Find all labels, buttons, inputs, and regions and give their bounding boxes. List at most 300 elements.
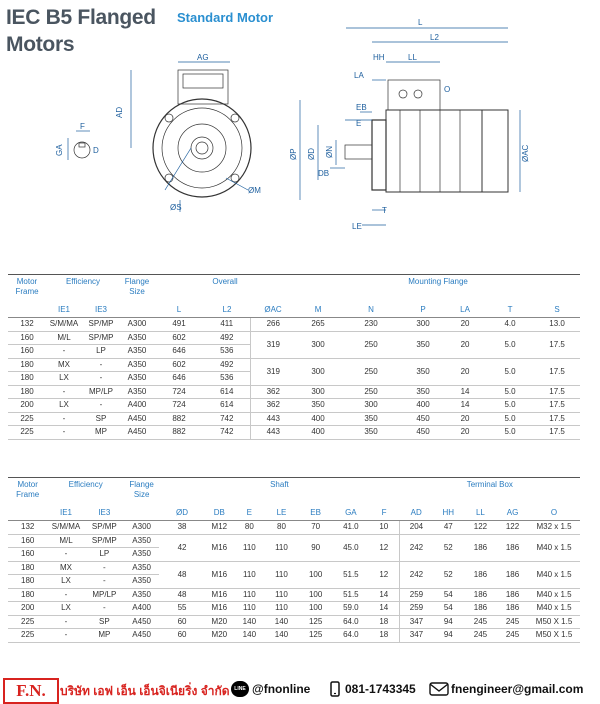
col-group-terminal-box: Terminal Box xyxy=(466,480,513,489)
table-cell: 350 xyxy=(402,385,444,399)
table-cell: 225 xyxy=(8,412,46,426)
table-cell: 443 xyxy=(250,426,296,440)
table-cell: 110 xyxy=(234,534,265,561)
table-cell: 20 xyxy=(444,358,486,385)
email-address[interactable]: fnengineer@gmail.com xyxy=(451,682,584,696)
table-cell: 14 xyxy=(444,385,486,399)
table-cell: 14 xyxy=(368,588,399,602)
table-cell: 17.5 xyxy=(534,412,580,426)
shaft-terminal-table xyxy=(8,477,580,643)
title-line-1: IEC B5 Flanged xyxy=(6,6,156,29)
table-cell: 245 xyxy=(464,629,497,643)
label-d: D xyxy=(93,146,99,155)
table-cell: 17.5 xyxy=(534,331,580,358)
table-cell: 300 xyxy=(402,318,444,332)
table-cell: 265 xyxy=(296,318,340,332)
table-cell: 5.0 xyxy=(486,412,534,426)
label-o: O xyxy=(444,85,451,94)
label-le: LE xyxy=(352,222,362,231)
table-cell: 42 xyxy=(159,534,205,561)
table-cell: 266 xyxy=(250,318,296,332)
table-cell: 180 xyxy=(8,575,47,589)
table-cell: - xyxy=(82,358,120,372)
table-cell: A300 xyxy=(124,521,159,535)
table-cell: 110 xyxy=(265,602,298,616)
table-cell: S/M/MA xyxy=(47,521,84,535)
col-group-flange-size: Flange Size xyxy=(124,277,150,296)
table-cell: 80 xyxy=(265,521,298,535)
table-cell: 60 xyxy=(159,629,205,643)
table-cell: 724 xyxy=(154,385,204,399)
table-cell: - xyxy=(85,602,124,616)
col-group-mounting-flange: Mounting Flange xyxy=(408,277,468,286)
table-cell: 14 xyxy=(368,602,399,616)
table-cell: 132 xyxy=(8,521,47,535)
table-cell: 55 xyxy=(159,602,205,616)
table-cell: 125 xyxy=(298,615,333,629)
col-ac: ØAC xyxy=(250,303,296,318)
table-cell: 180 xyxy=(8,358,46,372)
col-p: P xyxy=(402,303,444,318)
table-cell: 5.0 xyxy=(486,331,534,358)
table-row xyxy=(8,318,580,332)
table-cell: LX xyxy=(47,602,84,616)
table-cell: 140 xyxy=(265,629,298,643)
table-cell: 319 xyxy=(250,331,296,358)
table-cell: 52 xyxy=(433,561,464,588)
table-cell: 724 xyxy=(154,399,204,413)
table-cell: A350 xyxy=(120,372,154,386)
table-cell: 411 xyxy=(204,318,250,332)
table-row xyxy=(8,629,580,643)
table-cell: 20 xyxy=(444,412,486,426)
table-cell: M20 xyxy=(205,615,234,629)
table-cell: A350 xyxy=(120,358,154,372)
label-s: ØS xyxy=(170,203,182,212)
table-cell: MP xyxy=(85,629,124,643)
phone-number[interactable]: 081-1743345 xyxy=(345,682,416,696)
table-cell: M20 xyxy=(205,629,234,643)
table-cell: 882 xyxy=(154,412,204,426)
table-cell: 160 xyxy=(8,534,47,548)
table-cell: LX xyxy=(46,372,82,386)
table-cell: 5.0 xyxy=(486,385,534,399)
table-cell: 492 xyxy=(204,331,250,345)
table-cell: 17.5 xyxy=(534,358,580,385)
table-cell: 186 xyxy=(497,534,528,561)
table-cell: 17.5 xyxy=(534,426,580,440)
label-ga: GA xyxy=(55,144,64,156)
label-n: ØN xyxy=(325,146,334,158)
table-row xyxy=(8,385,580,399)
table-cell: 122 xyxy=(497,521,528,535)
table-cell: - xyxy=(47,588,84,602)
motor-dimension-drawing xyxy=(0,0,600,250)
table-cell: 300 xyxy=(296,385,340,399)
col-ie3-2: IE3 xyxy=(85,506,124,521)
col-e: E xyxy=(234,506,265,521)
table-cell: 51.5 xyxy=(333,588,368,602)
table-cell: LX xyxy=(47,575,84,589)
label-ll: LL xyxy=(408,53,417,62)
table-cell: A350 xyxy=(124,548,159,562)
table-cell: A400 xyxy=(124,602,159,616)
table-cell: 5.0 xyxy=(486,358,534,385)
table-cell: 110 xyxy=(234,602,265,616)
table-cell: 54 xyxy=(433,602,464,616)
table-cell: 443 xyxy=(250,412,296,426)
company-logo: F.N. xyxy=(3,678,59,704)
title-line-2: Motors xyxy=(6,33,75,56)
table-cell: 259 xyxy=(400,588,433,602)
table-cell: SP/MP xyxy=(85,534,124,548)
col-t: T xyxy=(486,303,534,318)
label-t: T xyxy=(382,206,387,215)
label-ad: AD xyxy=(115,106,124,118)
table-cell: 319 xyxy=(250,358,296,385)
table-cell: M40 x 1.5 xyxy=(528,561,580,588)
table-cell: A350 xyxy=(120,385,154,399)
table-cell: SP xyxy=(85,615,124,629)
table-cell: 51.5 xyxy=(333,561,368,588)
table-cell: 54 xyxy=(433,588,464,602)
table-cell: M40 x 1.5 xyxy=(528,588,580,602)
table-cell: A350 xyxy=(124,561,159,575)
table-row xyxy=(8,561,580,575)
table-cell: 140 xyxy=(234,629,265,643)
table-cell: 646 xyxy=(154,372,204,386)
table-cell: 245 xyxy=(464,615,497,629)
table-cell: 45.0 xyxy=(333,534,368,561)
table-cell: A400 xyxy=(120,399,154,413)
col-ie3: IE3 xyxy=(82,303,120,318)
table-cell: M16 xyxy=(205,534,234,561)
table-cell: 250 xyxy=(340,385,402,399)
table-cell: S/M/MA xyxy=(46,318,82,332)
table-cell: 186 xyxy=(464,588,497,602)
table-cell: 186 xyxy=(464,561,497,588)
col-group-motor-frame-2: Motor Frame xyxy=(16,480,40,499)
table-cell: MX xyxy=(46,358,82,372)
table-cell: M40 x 1.5 xyxy=(528,534,580,561)
table-cell: 13.0 xyxy=(534,318,580,332)
table-cell: 300 xyxy=(340,399,402,413)
table-cell: 225 xyxy=(8,629,47,643)
table-cell: 64.0 xyxy=(333,629,368,643)
label-ac: ØAC xyxy=(521,144,530,162)
table-cell: 245 xyxy=(497,629,528,643)
table-cell: 94 xyxy=(433,629,464,643)
table-cell: - xyxy=(85,575,124,589)
table-cell: 110 xyxy=(234,588,265,602)
table-cell: M/L xyxy=(47,534,84,548)
table-cell: 742 xyxy=(204,426,250,440)
table-cell: 160 xyxy=(8,548,47,562)
table-cell: 450 xyxy=(402,412,444,426)
table-cell: 491 xyxy=(154,318,204,332)
table-row xyxy=(8,534,580,548)
table-cell: 60 xyxy=(159,615,205,629)
col-l: L xyxy=(154,303,204,318)
col-l2: L2 xyxy=(204,303,250,318)
label-f: F xyxy=(80,122,85,131)
table-cell: - xyxy=(46,345,82,359)
table-cell: 132 xyxy=(8,318,46,332)
table-cell: 180 xyxy=(8,588,47,602)
table-cell: 64.0 xyxy=(333,615,368,629)
table-cell: 110 xyxy=(265,534,298,561)
col-s: S xyxy=(534,303,580,318)
table-cell: - xyxy=(47,615,84,629)
table-cell: A450 xyxy=(124,615,159,629)
table-row xyxy=(8,602,580,616)
label-dd: ØD xyxy=(307,148,316,160)
table-cell: M/L xyxy=(46,331,82,345)
table-cell: 186 xyxy=(497,561,528,588)
table-row xyxy=(8,588,580,602)
table-cell: 10 xyxy=(368,521,399,535)
phone-icon xyxy=(327,681,343,697)
col-ag: AG xyxy=(497,506,528,521)
col-f: F xyxy=(368,506,399,521)
table-cell: 204 xyxy=(400,521,433,535)
label-ag: AG xyxy=(197,53,209,62)
table-cell: 4.0 xyxy=(486,318,534,332)
table-cell: 186 xyxy=(497,588,528,602)
table-cell: 245 xyxy=(497,615,528,629)
table-cell: 186 xyxy=(464,602,497,616)
table-cell: 536 xyxy=(204,372,250,386)
col-eb: EB xyxy=(298,506,333,521)
table-cell: M50 X 1.5 xyxy=(528,629,580,643)
table-cell: A450 xyxy=(124,629,159,643)
table-cell: 47 xyxy=(433,521,464,535)
table-cell: 18 xyxy=(368,629,399,643)
table-cell: 200 xyxy=(8,602,47,616)
col-m: M xyxy=(296,303,340,318)
subtitle: Standard Motor xyxy=(177,10,274,25)
table-cell: 242 xyxy=(400,534,433,561)
table-cell: 259 xyxy=(400,602,433,616)
table-cell: 110 xyxy=(265,588,298,602)
table-cell: MX xyxy=(47,561,84,575)
col-group-overall: Overall xyxy=(212,277,238,286)
table-cell: 400 xyxy=(296,426,340,440)
col-group-efficiency: Efficiency xyxy=(65,277,101,286)
table-cell: SP/MP xyxy=(85,521,124,535)
label-l2: L2 xyxy=(430,33,439,42)
col-ll: LL xyxy=(464,506,497,521)
table-cell: SP/MP xyxy=(82,318,120,332)
table-cell: MP/LP xyxy=(82,385,120,399)
table-cell: 122 xyxy=(464,521,497,535)
table-cell: M12 xyxy=(205,521,234,535)
label-la: LA xyxy=(354,71,364,80)
table-cell: 347 xyxy=(400,629,433,643)
table-cell: 110 xyxy=(234,561,265,588)
col-db: DB xyxy=(205,506,234,521)
col-le: LE xyxy=(265,506,298,521)
label-hh: HH xyxy=(373,53,385,62)
label-m: ØM xyxy=(248,186,261,195)
table-cell: 450 xyxy=(402,426,444,440)
overall-mounting-table xyxy=(8,274,580,440)
table-cell: A300 xyxy=(120,318,154,332)
label-eb: EB xyxy=(356,103,367,112)
table-cell: 602 xyxy=(154,331,204,345)
table-cell: 180 xyxy=(8,385,46,399)
table-cell: SP xyxy=(82,412,120,426)
table-cell: 20 xyxy=(444,331,486,358)
table-cell: - xyxy=(47,629,84,643)
company-name: บริษัท เอฟ เอ็น เอ็นจิเนียริ่ง จำกัด xyxy=(60,684,230,698)
mail-icon xyxy=(429,681,449,697)
col-o: O xyxy=(528,506,580,521)
table-cell: A450 xyxy=(120,412,154,426)
table-cell: M16 xyxy=(205,602,234,616)
table-cell: - xyxy=(46,426,82,440)
table-cell: 350 xyxy=(296,399,340,413)
table-cell: 48 xyxy=(159,561,205,588)
table-cell: 350 xyxy=(340,412,402,426)
table-cell: 90 xyxy=(298,534,333,561)
table-cell: 742 xyxy=(204,412,250,426)
table-cell: LP xyxy=(82,345,120,359)
table-cell: A350 xyxy=(120,331,154,345)
col-group-efficiency-2: Efficiency xyxy=(68,480,103,489)
table-cell: A350 xyxy=(120,345,154,359)
table-cell: 140 xyxy=(265,615,298,629)
table-cell: 100 xyxy=(298,588,333,602)
table-cell: 100 xyxy=(298,561,333,588)
col-dd: ØD xyxy=(159,506,205,521)
table-cell: LP xyxy=(85,548,124,562)
col-ie1: IE1 xyxy=(46,303,82,318)
table-cell: 200 xyxy=(8,399,46,413)
col-group-flange-size-2: Flange Size xyxy=(129,480,154,499)
table-cell: 250 xyxy=(340,331,402,358)
table-cell: 225 xyxy=(8,426,46,440)
table-cell: 882 xyxy=(154,426,204,440)
table-row xyxy=(8,331,580,345)
table-cell: 400 xyxy=(296,412,340,426)
table-cell: 350 xyxy=(402,331,444,358)
table-cell: A450 xyxy=(120,426,154,440)
table-row xyxy=(8,615,580,629)
table-cell: 41.0 xyxy=(333,521,368,535)
table-cell: 5.0 xyxy=(486,399,534,413)
table-cell: 70 xyxy=(298,521,333,535)
footer xyxy=(0,676,600,704)
table-cell: MP/LP xyxy=(85,588,124,602)
col-group-shaft: Shaft xyxy=(270,480,289,489)
table-cell: - xyxy=(46,412,82,426)
table-cell: 186 xyxy=(464,534,497,561)
table-cell: M40 x 1.5 xyxy=(528,602,580,616)
table-row xyxy=(8,358,580,372)
table-cell: - xyxy=(47,548,84,562)
table-cell: 300 xyxy=(296,358,340,385)
table-cell: - xyxy=(85,561,124,575)
table-cell: - xyxy=(46,385,82,399)
table-cell: 52 xyxy=(433,534,464,561)
table-cell: 12 xyxy=(368,534,399,561)
label-db: DB xyxy=(318,169,330,178)
table-cell: 20 xyxy=(444,318,486,332)
table-cell: 38 xyxy=(159,521,205,535)
table-cell: M50 X 1.5 xyxy=(528,615,580,629)
table-cell: 614 xyxy=(204,399,250,413)
col-n: N xyxy=(340,303,402,318)
table-cell: 362 xyxy=(250,385,296,399)
table-cell: 250 xyxy=(340,358,402,385)
table-cell: 12 xyxy=(368,561,399,588)
table-row xyxy=(8,521,580,535)
table-cell: 614 xyxy=(204,385,250,399)
table-row xyxy=(8,399,580,413)
table-cell: 17.5 xyxy=(534,399,580,413)
label-p: ØP xyxy=(289,148,298,160)
table-row xyxy=(8,426,580,440)
table-cell: 160 xyxy=(8,331,46,345)
table-cell: - xyxy=(82,399,120,413)
line-app-icon: LINE xyxy=(231,681,249,697)
table-cell: 180 xyxy=(8,372,46,386)
table-cell: 18 xyxy=(368,615,399,629)
table-cell: 362 xyxy=(250,399,296,413)
col-ad: AD xyxy=(400,506,433,521)
table-cell: 100 xyxy=(298,602,333,616)
label-l: L xyxy=(418,18,423,27)
table-cell: SP/MP xyxy=(82,331,120,345)
table-cell: 230 xyxy=(340,318,402,332)
line-id[interactable]: @fnonline xyxy=(252,682,311,696)
table-cell: M16 xyxy=(205,588,234,602)
table-row xyxy=(8,412,580,426)
col-ga: GA xyxy=(333,506,368,521)
table-cell: M32 x 1.5 xyxy=(528,521,580,535)
table-cell: 14 xyxy=(444,399,486,413)
table-cell: MP xyxy=(82,426,120,440)
table-cell: 80 xyxy=(234,521,265,535)
table-cell: A350 xyxy=(124,534,159,548)
table-cell: 140 xyxy=(234,615,265,629)
table-cell: 180 xyxy=(8,561,47,575)
table-cell: A350 xyxy=(124,575,159,589)
table-cell: 160 xyxy=(8,345,46,359)
table-cell: 350 xyxy=(340,426,402,440)
col-hh: HH xyxy=(433,506,464,521)
table-cell: 300 xyxy=(296,331,340,358)
table-cell: 48 xyxy=(159,588,205,602)
table-cell: 186 xyxy=(497,602,528,616)
table-cell: 17.5 xyxy=(534,385,580,399)
table-cell: 492 xyxy=(204,358,250,372)
table-cell: 110 xyxy=(265,561,298,588)
col-la: LA xyxy=(444,303,486,318)
col-group-motor-frame: Motor Frame xyxy=(15,277,39,296)
col-ie1-2: IE1 xyxy=(47,506,84,521)
table-cell: 225 xyxy=(8,615,47,629)
table-cell: 646 xyxy=(154,345,204,359)
table-cell: 5.0 xyxy=(486,426,534,440)
table-cell: M16 xyxy=(205,561,234,588)
table-cell: 94 xyxy=(433,615,464,629)
table-cell: - xyxy=(82,372,120,386)
table-cell: A350 xyxy=(124,588,159,602)
table-cell: 350 xyxy=(402,358,444,385)
table-cell: 242 xyxy=(400,561,433,588)
